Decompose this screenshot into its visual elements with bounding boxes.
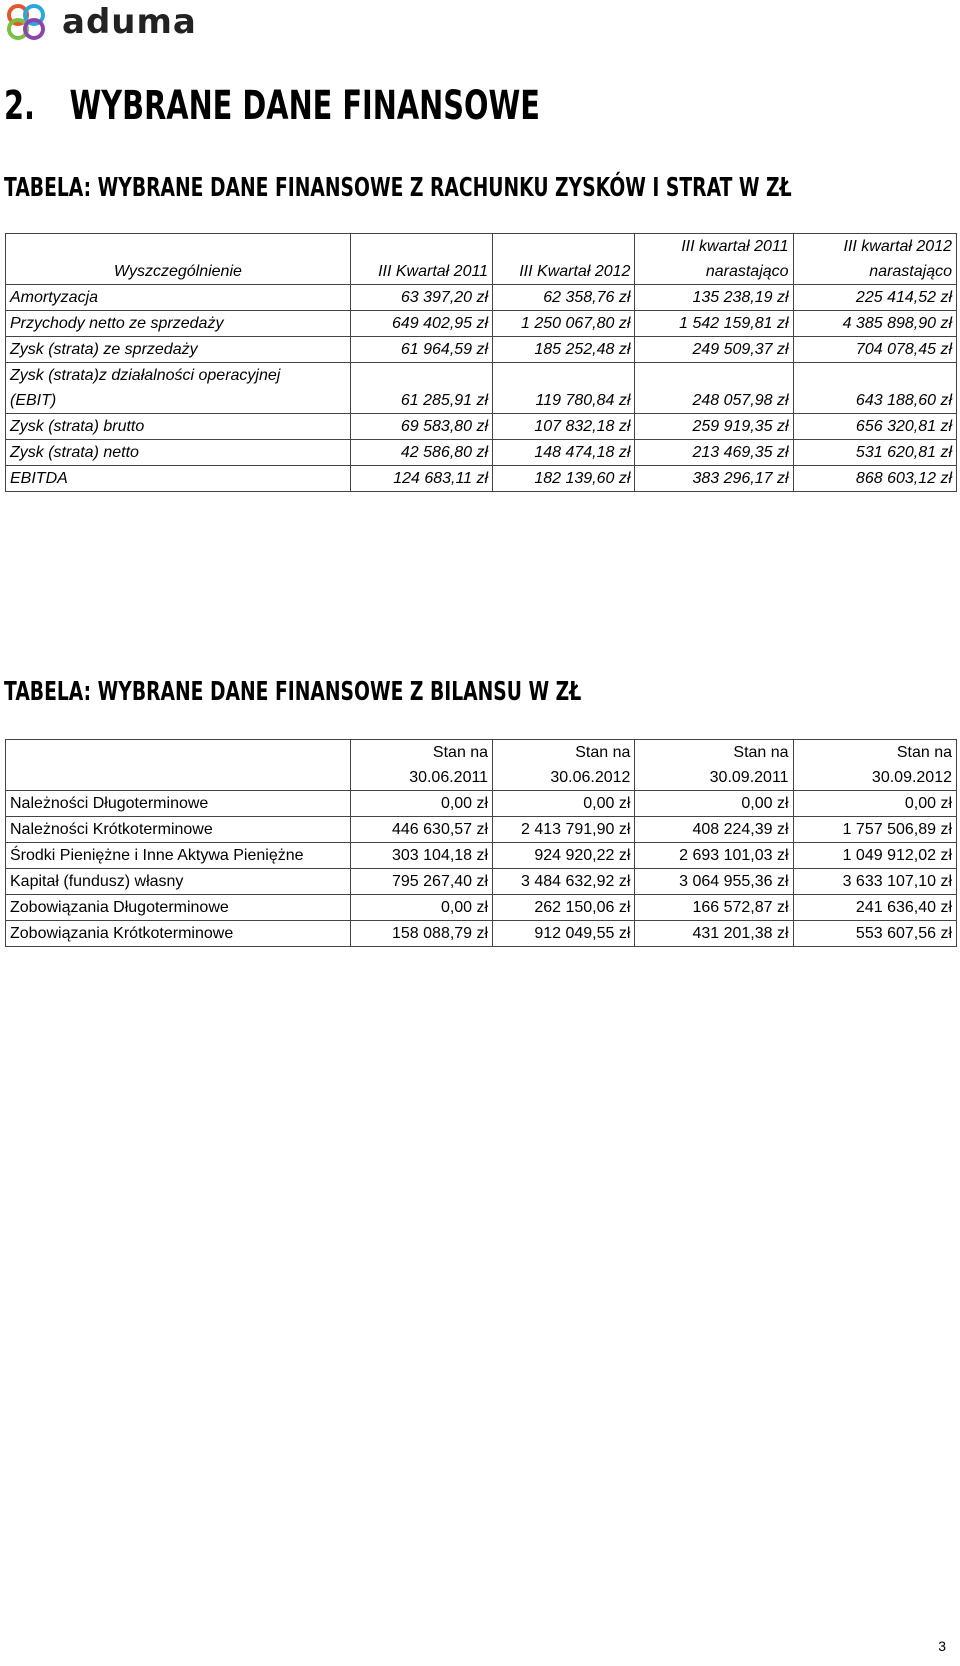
table-row — [6, 869, 957, 895]
table-cell: 553 607,56 zł — [793, 921, 956, 947]
column-header: III Kwartał 2011 — [350, 234, 492, 285]
row-label: Zobowiązania Krótkoterminowe — [6, 921, 351, 947]
table-cell: 3 633 107,10 zł — [793, 869, 956, 895]
logo-text: aduma — [62, 2, 197, 42]
table-row — [6, 414, 957, 440]
table1-title: TABELA: WYBRANE DANE FINANSOWE Z RACHUNKU ZYSKÓW I STRAT W ZŁ — [4, 173, 792, 203]
column-header: Stan na 30.06.2011 — [350, 740, 492, 791]
table-cell: 135 238,19 zł — [635, 285, 793, 311]
row-label: Zobowiązania Długoterminowe — [6, 895, 351, 921]
table2-title: TABELA: WYBRANE DANE FINANSOWE Z BILANSU W ZŁ — [4, 677, 582, 707]
column-header: III kwartał 2012 narastająco — [793, 234, 956, 285]
table-cell: 63 397,20 zł — [350, 285, 492, 311]
table-cell: 704 078,45 zł — [793, 337, 956, 363]
income-statement-table — [5, 233, 957, 492]
table-cell: 1 250 067,80 zł — [493, 311, 635, 337]
table-cell: 0,00 zł — [793, 791, 956, 817]
table-cell: 383 296,17 zł — [635, 466, 793, 492]
aduma-logo-icon — [4, 3, 56, 41]
table-cell: 303 104,18 zł — [350, 843, 492, 869]
row-label: Środki Pieniężne i Inne Aktywa Pieniężne — [6, 843, 351, 869]
table-row — [6, 466, 957, 492]
table-cell: 158 088,79 zł — [350, 921, 492, 947]
table-cell: 0,00 zł — [350, 895, 492, 921]
table-cell: 531 620,81 zł — [793, 440, 956, 466]
table-cell: 1 049 912,02 zł — [793, 843, 956, 869]
company-logo — [4, 2, 197, 42]
table-cell: 213 469,35 zł — [635, 440, 793, 466]
row-label: Kapitał (fundusz) własny — [6, 869, 351, 895]
row-label: Należności Długoterminowe — [6, 791, 351, 817]
table-cell: 0,00 zł — [493, 791, 635, 817]
table-cell: 0,00 zł — [635, 791, 793, 817]
table-row — [6, 895, 957, 921]
row-label: Należności Krótkoterminowe — [6, 817, 351, 843]
table-header-row — [6, 234, 957, 285]
row-label: EBITDA — [6, 466, 351, 492]
table-cell: 69 583,80 zł — [350, 414, 492, 440]
row-label: Zysk (strata) brutto — [6, 414, 351, 440]
table-row — [6, 921, 957, 947]
table-row — [6, 817, 957, 843]
table-row — [6, 843, 957, 869]
table-cell: 1 757 506,89 zł — [793, 817, 956, 843]
table-cell: 2 693 101,03 zł — [635, 843, 793, 869]
table-cell: 3 064 955,36 zł — [635, 869, 793, 895]
column-header — [6, 740, 351, 791]
table-cell: 61 964,59 zł — [350, 337, 492, 363]
row-label-line: (EBIT) — [10, 392, 57, 409]
column-header: Wyszczególnienie — [6, 234, 351, 285]
page-number: 3 — [938, 1638, 946, 1654]
table-header-row — [6, 740, 957, 791]
table-cell: 868 603,12 zł — [793, 466, 956, 492]
balance-sheet-table — [5, 739, 957, 947]
table-cell: 408 224,39 zł — [635, 817, 793, 843]
table-cell: 185 252,48 zł — [493, 337, 635, 363]
table-cell: 148 474,18 zł — [493, 440, 635, 466]
row-label: Zysk (strata) ze sprzedaży — [6, 337, 351, 363]
table-cell: 649 402,95 zł — [350, 311, 492, 337]
table-cell: 248 057,98 zł — [635, 363, 793, 414]
table-cell: 262 150,06 zł — [493, 895, 635, 921]
table-row — [6, 285, 957, 311]
row-label: Amortyzacja — [6, 285, 351, 311]
table-cell: 924 920,22 zł — [493, 843, 635, 869]
table-cell: 42 586,80 zł — [350, 440, 492, 466]
section-heading — [4, 78, 540, 134]
table-cell: 446 630,57 zł — [350, 817, 492, 843]
section-title: WYBRANE DANE FINANSOWE — [69, 83, 540, 129]
column-header: Stan na 30.09.2012 — [793, 740, 956, 791]
table-cell: 656 320,81 zł — [793, 414, 956, 440]
table-cell: 0,00 zł — [350, 791, 492, 817]
table-row — [6, 791, 957, 817]
table-cell: 795 267,40 zł — [350, 869, 492, 895]
table-cell: 61 285,91 zł — [350, 363, 492, 414]
table-cell: 107 832,18 zł — [493, 414, 635, 440]
column-header: Stan na 30.06.2012 — [493, 740, 635, 791]
table-cell: 4 385 898,90 zł — [793, 311, 956, 337]
row-label-line: Zysk (strata)z działalności operacyjnej — [10, 367, 281, 384]
column-header: Stan na 30.09.2011 — [635, 740, 793, 791]
table-cell: 241 636,40 zł — [793, 895, 956, 921]
table-cell: 431 201,38 zł — [635, 921, 793, 947]
table-cell: 643 188,60 zł — [793, 363, 956, 414]
column-header: III kwartał 2011 narastająco — [635, 234, 793, 285]
table-cell: 2 413 791,90 zł — [493, 817, 635, 843]
table-cell: 119 780,84 zł — [493, 363, 635, 414]
table-cell: 259 919,35 zł — [635, 414, 793, 440]
table-row — [6, 337, 957, 363]
table-cell: 3 484 632,92 zł — [493, 869, 635, 895]
table-row — [6, 311, 957, 337]
section-number: 2. — [4, 83, 35, 129]
table-cell: 912 049,55 zł — [493, 921, 635, 947]
table-cell: 124 683,11 zł — [350, 466, 492, 492]
column-header: III Kwartał 2012 — [493, 234, 635, 285]
table-cell: 1 542 159,81 zł — [635, 311, 793, 337]
table-row — [6, 363, 957, 414]
table-cell: 166 572,87 zł — [635, 895, 793, 921]
row-label: Zysk (strata) netto — [6, 440, 351, 466]
table-cell: 249 509,37 zł — [635, 337, 793, 363]
row-label — [6, 363, 351, 414]
table-cell: 182 139,60 zł — [493, 466, 635, 492]
table-cell: 62 358,76 zł — [493, 285, 635, 311]
table-row — [6, 440, 957, 466]
table-cell: 225 414,52 zł — [793, 285, 956, 311]
row-label: Przychody netto ze sprzedaży — [6, 311, 351, 337]
